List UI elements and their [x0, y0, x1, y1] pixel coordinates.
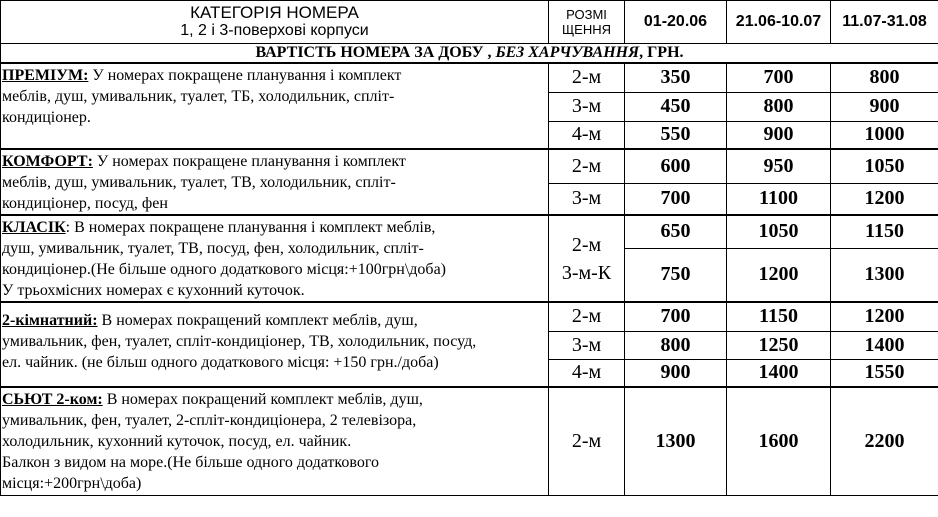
description-line: умивальник, фен, туалет, 2-спліт-кондиціонера, 2 телевізора,	[2, 412, 417, 429]
period-header: 11.07-31.08	[831, 1, 938, 44]
price-cell: 1000	[831, 121, 938, 149]
price-cell: 800	[727, 92, 831, 121]
room-size: 2-м	[549, 149, 625, 183]
table-row	[1, 149, 938, 183]
room-size: 4-м	[549, 121, 625, 149]
room-size: 2-м	[549, 302, 625, 331]
period-header: 21.06-10.07	[727, 1, 831, 44]
description-line: Балкон з видом на море.(Не більше одного додаткового	[2, 454, 379, 471]
category-suite-description	[1, 387, 549, 495]
category-name: КОМФОРТ:	[2, 153, 93, 170]
description-line: душ, умивальник, туалет, ТВ, посуд, фен, холодильник, спліт-	[2, 240, 424, 257]
category-premium-description	[1, 63, 549, 149]
band-suffix: , ГРН.	[639, 44, 684, 61]
table-row	[1, 302, 938, 331]
description-line: ел. чайник. (не більш одного додаткового місця: +150 грн./доба)	[2, 354, 439, 371]
price-cell: 800	[625, 331, 727, 359]
description-line: кондиціонер.(Не більше одного додаткового місця:+100грн\доба)	[2, 261, 446, 278]
price-cell: 1150	[831, 215, 938, 248]
size-header	[549, 1, 625, 44]
price-cell: 1400	[831, 331, 938, 359]
price-cell: 350	[625, 63, 727, 92]
price-cell: 1200	[831, 302, 938, 331]
category-name: 2-кімнатний:	[2, 312, 98, 329]
price-cell: 700	[625, 183, 727, 215]
size-header-line1: РОЗМІ	[566, 7, 607, 22]
room-size: 2-м	[549, 63, 625, 92]
room-size: 3-м	[549, 183, 625, 215]
description-line: меблів, душ, умивальник, туалет, ТБ, холодильник, спліт-	[2, 88, 395, 105]
price-band-row	[1, 44, 938, 64]
description-line: В номерах покращений комплект меблів, душ,	[97, 312, 418, 329]
price-cell: 1300	[831, 248, 938, 302]
category-classic-description	[1, 215, 549, 302]
description-line: кондиціонер, посуд, фен	[2, 195, 168, 212]
description-line: холодильник, кухонний куточок, посуд, ел. чайник.	[2, 433, 352, 450]
room-size: 2-м	[549, 387, 625, 495]
category-two-room-description	[1, 302, 549, 387]
room-size-line: 2-м	[571, 233, 602, 256]
price-cell: 1400	[727, 359, 831, 387]
price-cell: 1200	[727, 248, 831, 302]
description-line: місця:+200грн\доба)	[2, 475, 142, 492]
price-cell: 1050	[727, 215, 831, 248]
room-size: 4-м	[549, 359, 625, 387]
description-line: У номерах покращене планування і комплект	[88, 67, 402, 84]
room-size	[549, 215, 625, 302]
price-cell: 900	[831, 92, 938, 121]
price-cell: 800	[831, 63, 938, 92]
price-cell: 750	[625, 248, 727, 302]
band-prefix: ВАРТІСТЬ НОМЕРА ЗА ДОБУ ,	[255, 44, 496, 61]
category-name: СЬЮТ 2-ком:	[2, 391, 103, 408]
price-cell: 1100	[727, 183, 831, 215]
price-band	[1, 44, 938, 64]
price-cell: 1200	[831, 183, 938, 215]
description-line: У номерах покращене планування і комплект	[92, 153, 406, 170]
table-row	[1, 63, 938, 92]
price-cell: 1300	[625, 387, 727, 495]
price-cell: 900	[727, 121, 831, 149]
room-size: 3-м	[549, 331, 625, 359]
price-cell: 600	[625, 149, 727, 183]
room-size: 3-м	[549, 92, 625, 121]
table-row	[1, 215, 938, 248]
price-cell: 1600	[727, 387, 831, 495]
price-cell: 1550	[831, 359, 938, 387]
description-line: меблів, душ, умивальник, туалет, ТВ, холодильник, спліт-	[2, 174, 396, 191]
price-cell: 1050	[831, 149, 938, 183]
category-name: КЛАСІК	[2, 219, 66, 236]
price-cell: 700	[625, 302, 727, 331]
price-cell: 900	[625, 359, 727, 387]
table-header-row	[1, 1, 938, 44]
category-comfort-description	[1, 149, 549, 215]
room-size-line: 3-м-К	[561, 261, 612, 284]
period-header: 01-20.06	[625, 1, 727, 44]
category-header-subtitle: 1, 2 і 3-поверхові корпуси	[180, 22, 369, 39]
price-cell: 700	[727, 63, 831, 92]
price-cell: 950	[727, 149, 831, 183]
category-name: ПРЕМІУМ:	[2, 67, 89, 84]
description-line: кондиціонер.	[2, 109, 91, 126]
price-cell: 1250	[727, 331, 831, 359]
description-line: умивальник, фен, туалет, спліт-кондиціонер, ТВ, холодильник, посуд,	[2, 333, 477, 350]
description-line: : В номерах покращене планування і комплект меблів,	[65, 219, 436, 236]
price-cell: 650	[625, 215, 727, 248]
size-header-line2: ЩЕННЯ	[561, 22, 612, 37]
band-italic: БЕЗ ХАРЧУВАННЯ	[495, 44, 640, 61]
price-cell: 1150	[727, 302, 831, 331]
category-header-title: КАТЕГОРІЯ НОМЕРА	[190, 3, 359, 22]
category-header	[1, 1, 549, 44]
table-row	[1, 387, 938, 495]
description-line: В номерах покращений комплект меблів, душ,	[102, 391, 423, 408]
price-cell: 450	[625, 92, 727, 121]
description-line: У трьохмісних номерах є кухонний куточок.	[2, 282, 305, 299]
price-cell: 550	[625, 121, 727, 149]
price-cell: 2200	[831, 387, 938, 495]
